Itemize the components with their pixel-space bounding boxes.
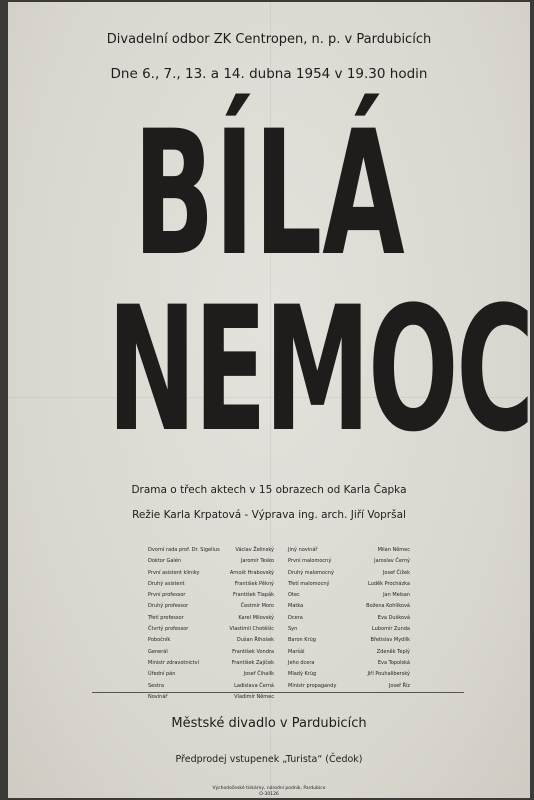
organizer-line: Divadelní odbor ZK Centropen, n. p. v Pardubicích — [106, 32, 432, 47]
cast-role: Úřední pán — [148, 671, 176, 678]
cast-role: Jeho dcera — [288, 659, 315, 666]
cast-actor: Vlastimil Chotěšic — [229, 626, 274, 633]
cast-actor: František Tlapák — [233, 592, 274, 599]
cast-actor: Jan Melsan — [383, 592, 410, 599]
cast-role: Čtvrtý professor — [148, 626, 189, 633]
cast-actor: Václav Želinský — [235, 547, 274, 553]
cast-role: Dcera — [288, 614, 303, 621]
cast-actor: František Zajíček — [231, 659, 274, 666]
cast-role: Novinář — [148, 693, 168, 700]
cast-left-actors — [204, 545, 274, 703]
cast-actor: Josef Čihalík — [243, 671, 274, 678]
cast-role: Druhý malomocný — [288, 569, 334, 576]
cast-actor: Arnošt Hrabovský — [229, 569, 274, 576]
play-title-line1: BÍLÁ — [133, 93, 405, 294]
cast-role: Třetí malomocný — [288, 580, 330, 587]
cast-actor: Břetislav Mydlík — [370, 637, 410, 644]
venue-name: Městské divadlo v Pardubicích — [171, 716, 367, 731]
cast-actor: Josef Čížek — [382, 569, 410, 576]
cast-role: Ministr propagandy — [288, 682, 337, 689]
print-code: O-30126 — [259, 792, 279, 797]
cast-actor: Josef Říz — [388, 682, 410, 689]
cast-role: Jiný novinář — [288, 547, 318, 553]
play-title-line2: NEMOC — [107, 269, 532, 470]
cast-role: Mladý Krüg — [288, 671, 317, 678]
cast-role: Generál — [148, 648, 168, 655]
cast-role: První malomocný — [288, 558, 332, 565]
cast-role: Syn — [288, 626, 298, 633]
cast-role: Dvorní rada prof. Dr. Sigelius — [148, 547, 220, 553]
cast-role: Druhý professor — [148, 603, 189, 610]
cast-role: První asistent kliniky — [148, 569, 200, 576]
cast-actor: Luděk Procházka — [367, 580, 410, 587]
presale-info: Předprodej vstupenek „Turista“ (Čedok) — [175, 754, 363, 765]
cast-actor: Eva Dušková — [377, 614, 410, 621]
cast-actor: Jiří Pouhaliberský — [367, 671, 410, 678]
cast-role: Maršál — [288, 648, 305, 655]
cast-actor: Dušan Řihošek — [236, 637, 274, 644]
cast-actor: Ladislava Černá — [234, 682, 274, 689]
cast-actor: František Vondra — [232, 648, 274, 655]
cast-role: Pobočník — [148, 637, 171, 644]
cast-role: Matka — [288, 603, 304, 610]
cast-role: Otec — [288, 592, 300, 599]
cast-actor: Lubomír Zunda — [371, 626, 410, 633]
cast-actor: Milan Němec — [377, 547, 410, 553]
cast-actor: Jaromír Tesko — [240, 558, 274, 565]
cast-actor: Karel Milovský — [238, 614, 274, 621]
cast-right-actors — [336, 545, 410, 692]
cast-actor: Jaroslav Černý — [374, 558, 410, 565]
cast-role: Baron Krüg — [288, 637, 316, 644]
drama-description: Drama o třech aktech v 15 obrazech od Karla Čapka — [131, 484, 407, 496]
cast-role: Sestra — [148, 682, 164, 689]
cast-role: Druhý asistent — [148, 580, 185, 587]
printer-name: Východočeské tiskárny, národní podnik, Pardubice — [212, 786, 326, 791]
cast-role: Ministr zdravotnictví — [148, 659, 199, 666]
cast-actor: Eva Topolská — [377, 659, 410, 666]
cast-role: Doktor Galén — [148, 558, 182, 565]
direction-credits: Režie Karla Krpatová - Výprava ing. arch. Jiří Vopršal — [132, 509, 406, 521]
cast-actor: Božena Kohlíková — [366, 603, 410, 610]
theatre-poster — [8, 2, 530, 798]
cast-actor: František Pěkný — [234, 580, 274, 587]
cast-role: První professor — [148, 592, 186, 599]
cast-role: Třetí professor — [148, 614, 184, 621]
cast-actor: Vladimír Němec — [234, 693, 274, 700]
cast-actor: Čestmír Moro — [240, 603, 274, 610]
performance-dates: Dne 6., 7., 13. a 14. dubna 1954 v 19.30 hodin — [110, 66, 428, 82]
cast-actor: Zdeněk Teplý — [376, 648, 410, 655]
printer-imprint — [8, 786, 530, 798]
divider-rule — [92, 692, 464, 693]
